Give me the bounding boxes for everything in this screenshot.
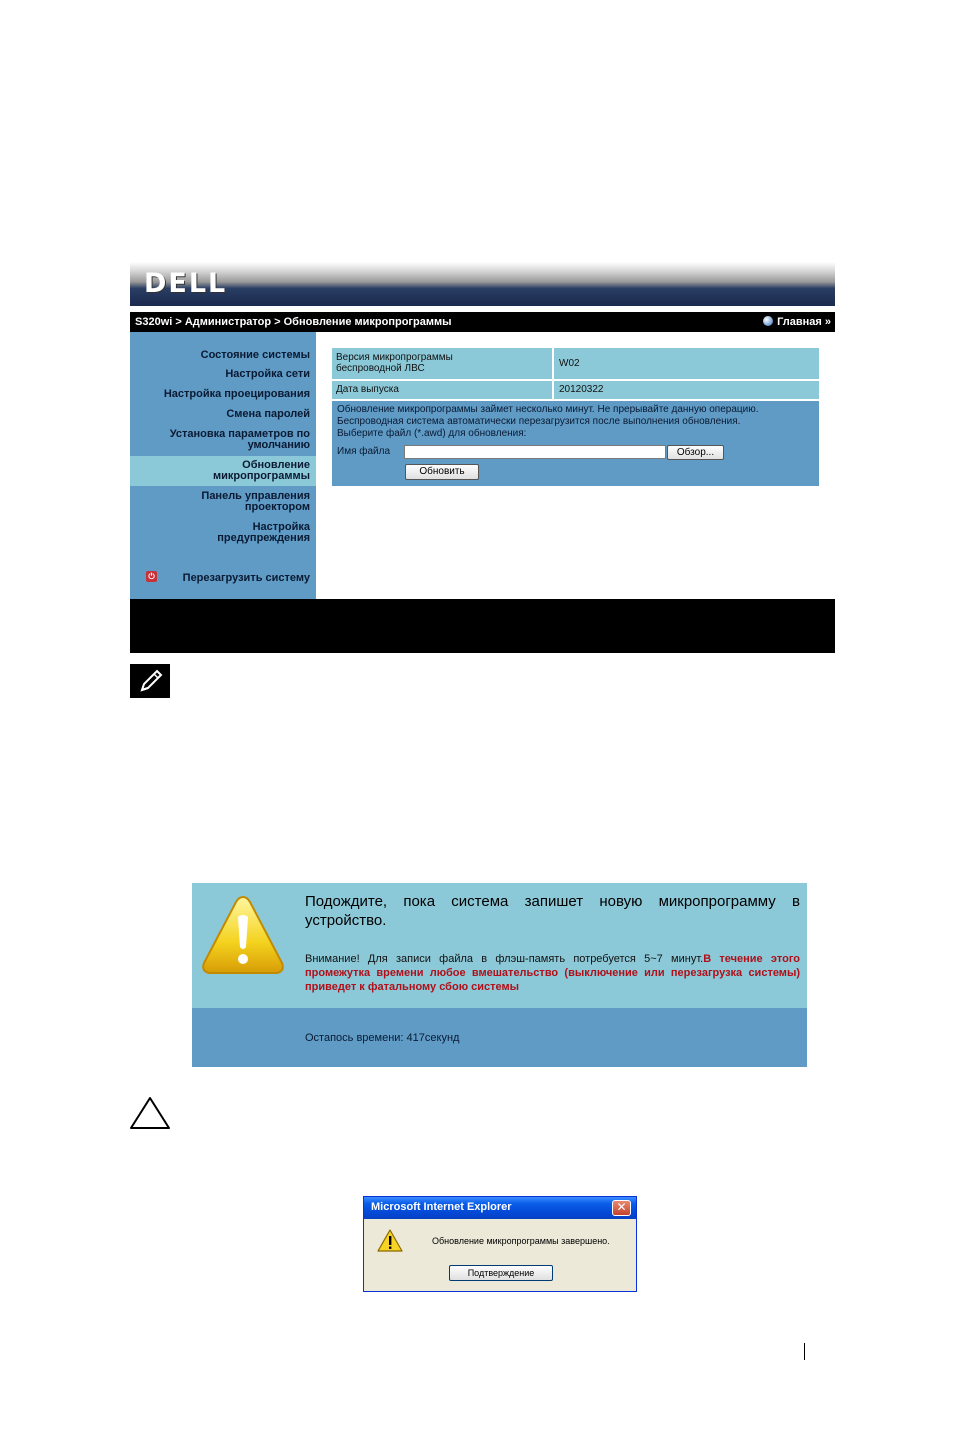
sidebar-item-reboot-system[interactable]: Перезагрузить систему bbox=[182, 572, 310, 584]
firmware-update-form bbox=[332, 401, 819, 486]
header-banner bbox=[130, 262, 835, 306]
sidebar-item-firmware-update[interactable]: Обновление микропрограммы bbox=[212, 459, 310, 482]
file-name-label: Имя файла bbox=[337, 446, 391, 457]
sidebar-item-reset-defaults[interactable]: Установка параметров по умолчанию bbox=[169, 428, 310, 451]
browse-button[interactable]: Обзор... bbox=[667, 445, 724, 460]
cell-divider bbox=[552, 348, 554, 379]
dell-web-ui bbox=[130, 262, 835, 653]
warning-note: Внимание! Для записи файла в флэш-память потребуется 5~7 минут. bbox=[305, 953, 704, 965]
file-name-input[interactable] bbox=[404, 445, 666, 459]
warning-panel-footer bbox=[192, 1008, 807, 1067]
sidebar-item-projector-control[interactable]: Панель управления проектором bbox=[201, 490, 310, 513]
footer-bar bbox=[130, 599, 835, 653]
sidebar-item-projection-setup[interactable]: Настройка проецирования bbox=[163, 388, 310, 400]
home-link-label: Главная » bbox=[777, 316, 831, 328]
firmware-version-label: Версия микропрограммы беспроводной ЛВС bbox=[336, 352, 453, 374]
sidebar-item-network-setup[interactable]: Настройка сети bbox=[225, 368, 310, 380]
sidebar-item-alert-setup[interactable]: Настройка предупреждения bbox=[217, 521, 310, 544]
warning-triangle-icon bbox=[200, 893, 286, 984]
globe-icon bbox=[763, 316, 773, 326]
release-date-value: 20120322 bbox=[559, 384, 604, 395]
close-icon[interactable]: ✕ bbox=[612, 1200, 631, 1216]
release-date-row bbox=[332, 381, 819, 399]
breadcrumb: S320wi > Администратор > Обновление микропрограммы bbox=[135, 316, 452, 328]
dell-logo: DELL bbox=[144, 268, 228, 299]
warning-icon bbox=[377, 1229, 403, 1253]
dialog-message: Обновление микропрограммы завершено. bbox=[432, 1236, 610, 1246]
sidebar bbox=[130, 332, 316, 599]
power-icon: ⏻ bbox=[146, 571, 157, 582]
firmware-version-row bbox=[332, 348, 819, 379]
page-margin-rule bbox=[804, 1343, 805, 1360]
warning-body bbox=[305, 952, 800, 994]
confirm-button[interactable]: Подтверждение bbox=[449, 1265, 553, 1281]
warning-critical-text: В течение этого промежутка времени любое вмешательство (выключение или перезагрузка системы) приведет к фатальному сбою системы bbox=[305, 953, 800, 993]
dialog-title: Microsoft Internet Explorer bbox=[371, 1201, 512, 1213]
release-date-label: Дата выпуска bbox=[336, 384, 399, 395]
update-button[interactable]: Обновить bbox=[405, 464, 479, 480]
warning-title: Подождите, пока система запишет новую микропрограмму в устройство. bbox=[305, 893, 800, 929]
main-content bbox=[316, 332, 835, 599]
dialog-titlebar bbox=[364, 1197, 636, 1219]
cell-divider bbox=[552, 381, 554, 399]
home-link[interactable] bbox=[763, 312, 831, 332]
update-description: Обновление микропрограммы займет несколько минут. Не прерывайте данную операцию. Беспроводная система автоматически перезагрузится после выполнения обновления. Выберите файл (*.awd) для обновления: bbox=[337, 404, 759, 439]
sidebar-item-change-password[interactable]: Смена паролей bbox=[226, 408, 310, 420]
firmware-write-warning-panel bbox=[192, 883, 807, 1067]
note-pencil-icon bbox=[130, 664, 170, 698]
firmware-version-value: W02 bbox=[559, 358, 580, 369]
time-remaining: Остапось времени: 417секунд bbox=[305, 1032, 460, 1044]
ie-message-dialog bbox=[363, 1196, 637, 1292]
caution-triangle-icon bbox=[129, 1096, 171, 1130]
sidebar-item-system-status[interactable]: Состояние системы bbox=[200, 349, 310, 361]
breadcrumb-bar bbox=[130, 312, 835, 332]
